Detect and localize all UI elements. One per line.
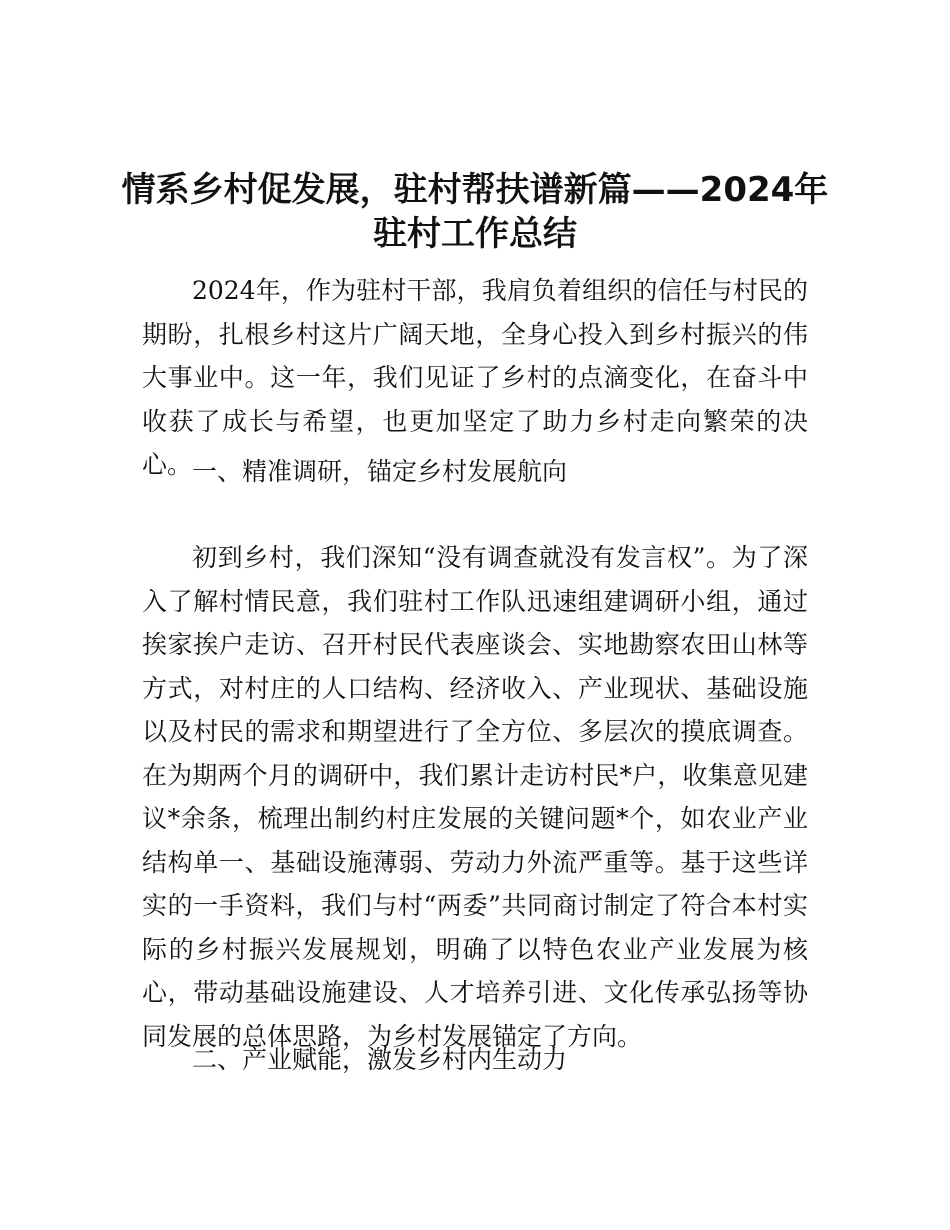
document-title-line-2: 驻村工作总结 — [373, 214, 577, 254]
document-title-line-1: 情系乡村促发展，驻村帮扶谱新篇——2024年 — [121, 170, 829, 210]
section-1-paragraph: 初到乡村，我们深知“没有调查就没有发言权”。为了深入了解村情民意，我们驻村工作队迅速组建调研小组，通过挨家挨户走访、召开村民代表座谈会、实地勘察农田山林等方式，对村庄的人口结构、经济收入、产业现状、基础设施以及村民的需求和期望进行了全方位、多层次的摸底调查。在为期两个月的调研中，我们累计走访村民*户，收集意见建议*余条，梳理出制约村庄发展的关键问题*个，如农业产业结构单一、基础设施薄弱、劳动力外流严重等。基于这些详实的一手资料，我们与村“两委”共同商讨制定了符合本村实际的乡村振兴发展规划，明确了以特色农业产业发展为核心，带动基础设施建设、人才培养引进、文化传承弘扬等协同发展的总体思路，为乡村发展锚定了方向。 — [142, 543, 808, 1051]
section-heading-2: 二、产业赋能，激发乡村内生动力 — [192, 1045, 568, 1074]
section-heading-1: 一、精准调研，锚定乡村发展航向 — [192, 457, 568, 486]
intro-paragraph: 2024年，作为驻村干部，我肩负着组织的信任与村民的期盼，扎根乡村这片广阔天地，全身心投入到乡村振兴的伟大事业中。这一年，我们见证了乡村的点滴变化，在奋斗中收获了成长与希望，也更加坚定了助力乡村走向繁荣的决心。 — [142, 276, 808, 479]
